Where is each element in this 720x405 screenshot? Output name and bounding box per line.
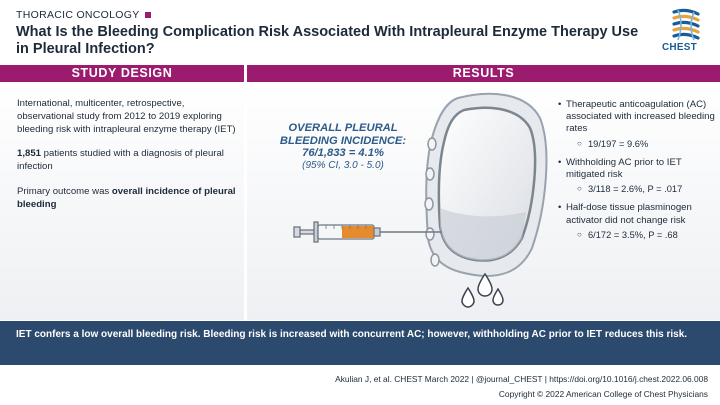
results-list	[558, 99, 718, 248]
section-tag	[16, 9, 151, 21]
design-paragraph-1: International, multicenter, retrospective, observational study from 2012 to 2019 exploring bleeding risk with intrapleural enzyme therapy (IET)	[17, 98, 236, 135]
study-design-heading: STUDY DESIGN	[0, 65, 244, 82]
circle-bullet-icon: ○	[577, 229, 582, 239]
result-item	[558, 157, 718, 196]
result-stat: 3/118 = 2.6%, P = .017	[588, 184, 683, 195]
incidence-line-3: 76/1,833 = 4.1%	[302, 147, 384, 159]
conclusion-bar: IET confers a low overall bleeding risk. Bleeding risk is increased with concurrent AC; however, withholding AC prior to IET reduces this risk.	[0, 321, 720, 365]
circle-bullet-icon: ○	[577, 138, 582, 148]
bleeding-drops	[462, 274, 503, 307]
result-stat: 6/172 = 3.5%, P = .68	[588, 229, 678, 240]
incidence-ci: (95% CI, 3.0 - 5.0)	[302, 159, 384, 171]
overall-incidence	[268, 122, 418, 172]
patient-description: patients studied with a diagnosis of pleural infection	[17, 148, 224, 173]
result-sub	[566, 183, 718, 195]
incidence-line-1: OVERALL PLEURAL	[288, 122, 398, 134]
result-sub	[566, 229, 718, 241]
page-title: What Is the Bleeding Complication Risk Associated With Intrapleural Enzyme Therapy Use in Pleural Infection?	[16, 24, 639, 57]
outcome-prefix: Primary outcome was	[17, 185, 112, 197]
header	[0, 0, 720, 62]
patient-count: 1,851	[17, 148, 42, 160]
bullet-icon: •	[558, 202, 562, 214]
results-heading: RESULTS	[247, 65, 720, 82]
citation: Akulian J, et al. CHEST March 2022 | @journal_CHEST | https://doi.org/10.1016/j.chest.2022.06.008	[335, 374, 708, 384]
study-design-text	[17, 98, 239, 224]
result-sub	[566, 138, 718, 150]
primary-outcome: overall incidence of pleural bleeding	[17, 185, 236, 210]
circle-bullet-icon: ○	[577, 184, 582, 194]
result-item	[558, 202, 718, 241]
result-text: Half-dose tissue plasminogen activator did not change risk	[566, 202, 692, 226]
bullet-icon: •	[558, 156, 562, 168]
result-text: Therapeutic anticoagulation (AC) associated with increased bleeding rates	[566, 99, 715, 135]
accent-square-icon	[145, 12, 151, 18]
incidence-line-2: BLEEDING INCIDENCE:	[279, 134, 407, 147]
design-paragraph-2	[17, 148, 239, 174]
copyright: Copyright © 2022 American College of Chest Physicians	[498, 389, 708, 399]
section-label: THORACIC ONCOLOGY	[16, 9, 140, 21]
result-text: Withholding AC prior to IET mitigated risk	[566, 156, 682, 181]
syringe	[294, 222, 442, 242]
result-item	[558, 99, 718, 150]
result-stat: 19/197 = 9.6%	[588, 138, 649, 149]
design-paragraph-3	[17, 186, 239, 212]
logo-text: CHEST	[662, 42, 697, 53]
bullet-icon: •	[558, 99, 562, 110]
